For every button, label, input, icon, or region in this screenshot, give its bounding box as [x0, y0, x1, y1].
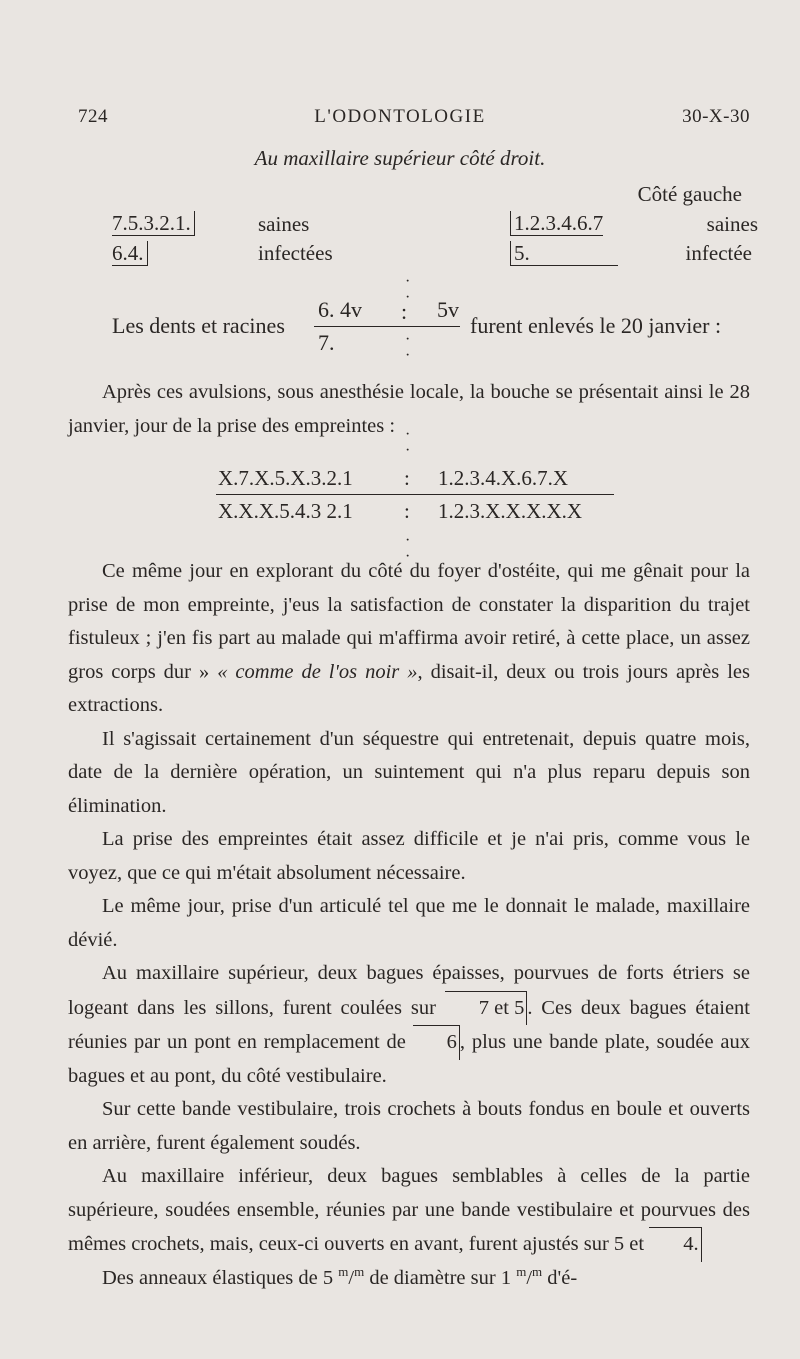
page-number: 724	[78, 106, 108, 127]
paragraph-exploration	[68, 555, 750, 723]
right-infected-label: infectées	[258, 241, 333, 265]
formula2-lower-right: X.X.X.5.4.3 2.1	[218, 499, 353, 523]
paragraph-upper-jaw	[68, 957, 750, 1093]
left-healthy-label: saines	[706, 212, 758, 236]
paragraph-text: Après ces avulsions, sous anesthésie locale, la bouche se présentait ainsi le 28 janvier, jour de la prise des empreintes :	[68, 381, 750, 437]
section-caption: Au maxillaire supérieur côté droit.	[254, 146, 546, 170]
text-run: Au maxillaire supérieur, deux bagues épaisses, pourvues de forts étriers se logeant dans les sillons, furent coulées sur	[68, 962, 750, 1019]
paragraph-hooks: Sur cette bande vestibulaire, trois crochets à bouts fondus en boule et ouverts en arrière, furent également soudés.	[68, 1098, 750, 1154]
right-healthy-label: saines	[258, 212, 310, 236]
unit-sup: m	[338, 1263, 349, 1279]
tooth-notation: 4.	[649, 1227, 701, 1262]
paragraph-lower-jaw	[68, 1160, 750, 1262]
dots-marker: · ·	[405, 426, 411, 459]
text-run: , plus une bande plate, soudée aux bagues et au pont, du côté vestibulaire.	[68, 1031, 751, 1087]
text-run: Des anneaux élastiques de 5	[102, 1266, 334, 1289]
text-run: . Ces deux bagues étaient réunies par un pont en remplacement de	[68, 996, 751, 1053]
main-text	[68, 555, 750, 1295]
tooth-notation: 7 et 5	[445, 991, 528, 1026]
formula-prefix: Les dents et racines	[112, 313, 285, 338]
text-run: Ce même jour en explorant du côté du foyer d'ostéite, qui me gênait pour la prise de mon empreinte, j'eus la satisfaction de constater la disparition du trajet fistuleux ; j'en fis part au malade qui m'affirma avoir retiré, à cette place, un assez gros corps dur »	[68, 560, 750, 683]
formula-colon: :	[401, 299, 408, 324]
paragraph-articulation: Le même jour, prise d'un articulé tel que me le donnait le malade, maxillaire dévié.	[68, 895, 750, 951]
text-run: de diamètre sur 1	[369, 1266, 512, 1289]
dots-marker: · ·	[405, 532, 411, 565]
left-healthy-teeth: 1.2.3.4.6.7	[510, 211, 603, 236]
formula-numerator-left: 5v	[437, 297, 459, 322]
formula2-colon-upper: :	[404, 466, 410, 490]
dots-marker: · ·	[405, 273, 411, 306]
journal-title: L'ODONTOLOGIE	[314, 106, 486, 127]
unit-sup: m	[516, 1263, 527, 1279]
text-run: , disait-il, deux ou trois jours après les extractions.	[68, 660, 750, 716]
formula2-lower-left: 1.2.3.X.X.X.X.X	[438, 499, 583, 523]
formula2-colon-lower: :	[404, 499, 410, 523]
unit-sup: m	[532, 1263, 543, 1279]
side-label-left: Côté gauche	[637, 182, 742, 206]
right-infected-teeth: 6.4.	[112, 241, 148, 266]
formula-denominator: 7.	[318, 330, 335, 355]
paragraph-impressions: La prise des empreintes était assez difficile et je n'ai pris, comme vous le voyez, que ce qui m'était absolument nécessaire.	[68, 828, 750, 884]
fraction-bar	[314, 326, 460, 327]
text-run: d'é-	[547, 1266, 578, 1289]
formula2-divider	[216, 494, 614, 495]
left-infected-value: 5.	[514, 241, 530, 265]
left-infected-teeth	[510, 241, 618, 266]
italic-quote: « comme de l'os noir »	[217, 660, 418, 683]
dots-marker: · ·	[405, 331, 411, 364]
paragraph-sequestrum: Il s'agissait certainement d'un séquestre qui entretenait, depuis quatre mois, date de la dernière opération, un suintement qui n'a plus reparu depuis son élimination.	[68, 727, 750, 817]
right-healthy-teeth: 7.5.3.2.1.	[112, 211, 195, 236]
text-run: Au maxillaire inférieur, deux bagues semblables à celles de la partie supérieure, soudées ensemble, réunies par une bande vestibulaire et pourvues des mêmes crochets, mais, ceux-ci ouverts en avant, furent ajustés sur 5 et	[68, 1165, 750, 1255]
paragraph-elastics: Des anneaux élastiques de 5 $^m$/$^m$ de diamètre sur 1 $^m$/$^m$ d'é-	[102, 1263, 578, 1289]
formula2-upper-right: X.7.X.5.X.3.2.1	[218, 466, 353, 490]
issue-date: 30-X-30	[682, 106, 750, 127]
formula-suffix: furent enlevés le 20 janvier :	[470, 313, 722, 338]
formula-numerator-right: 6. 4v	[318, 297, 362, 322]
tooth-notation: 6	[413, 1025, 460, 1060]
left-infected-label: infectée	[685, 241, 752, 265]
unit-sup: m	[354, 1263, 365, 1279]
formula2-upper-left: 1.2.3.4.X.6.7.X	[438, 466, 569, 490]
